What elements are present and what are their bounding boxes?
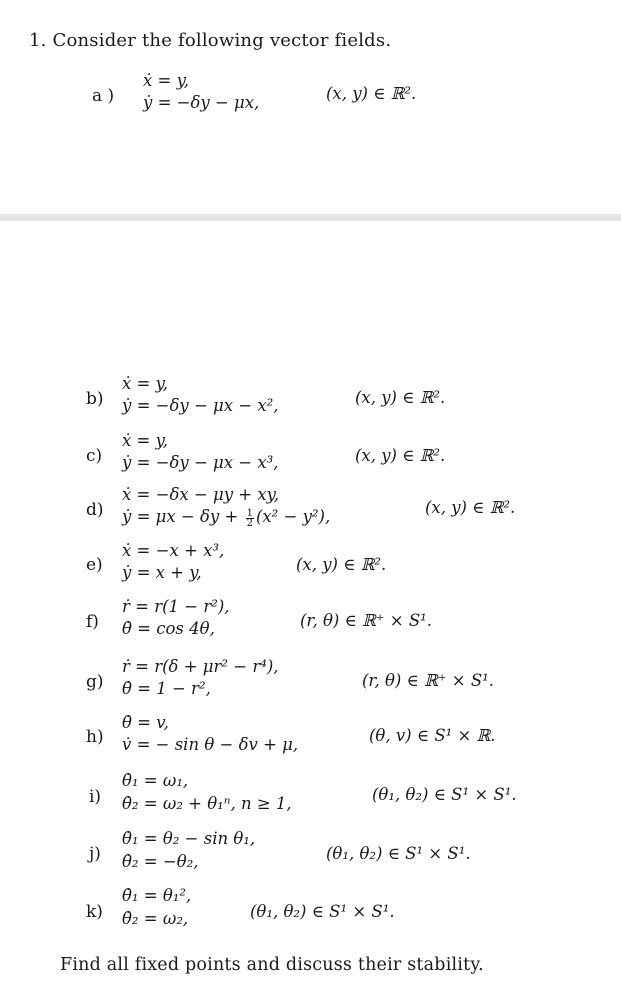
equation-line-2: θ̇ = 1 − r²,	[122, 679, 211, 698]
equation-line-2: θ̇₂ = ω₂,	[122, 909, 189, 928]
equation-line-2: v̇ = − sin θ − δv + μ,	[122, 735, 299, 754]
item-label: a )	[92, 86, 115, 106]
item-label: i)	[89, 787, 102, 807]
equation-line-1: ẋ = −δx − μy + xy,	[122, 485, 280, 504]
equation-line-1: ẋ = y,	[122, 374, 168, 393]
domain: (θ₁, θ₂) ∈ S¹ × S¹.	[326, 844, 471, 863]
equation-line-2: θ̇₂ = −θ₂,	[122, 852, 199, 871]
equation-line-1: θ̇₁ = θ₂ − sin θ₁,	[122, 829, 256, 848]
fraction-one-half	[246, 509, 254, 528]
item-label: e)	[86, 555, 103, 575]
instruction-footer: Find all fixed points and discuss their stability.	[60, 955, 484, 975]
fraction-denominator: 2	[246, 517, 253, 529]
item-label: b)	[86, 389, 104, 409]
item-label: k)	[86, 902, 103, 922]
equation-line-1: θ̇₁ = θ₁²,	[122, 886, 192, 905]
equation-line-2: ẏ = x + y,	[122, 563, 202, 582]
domain: (x, y) ∈ ℝ².	[425, 498, 516, 517]
equation-line-1: θ̇ = v,	[122, 713, 169, 732]
domain: (x, y) ∈ ℝ².	[355, 388, 446, 407]
domain: (r, θ) ∈ ℝ⁺ × S¹.	[362, 671, 494, 690]
equation-line-2: ẏ = −δy − μx − x³,	[122, 453, 279, 472]
equation-line-1: ṙ = r(δ + μr² − r⁴),	[122, 657, 279, 676]
equation-line-2: ẏ = −δy − μx,	[143, 93, 260, 112]
fraction-numerator: 1	[246, 507, 253, 519]
equation-part: ẏ = μx − δy +	[122, 507, 244, 526]
item-label: j)	[89, 844, 101, 864]
item-label: d)	[86, 500, 104, 520]
equation-line-1: ṙ = r(1 − r²),	[122, 597, 230, 616]
equation-line-2: ẏ = −δy − μx − x²,	[122, 396, 279, 415]
problem-heading: 1. Consider the following vector fields.	[29, 30, 392, 51]
equation-line-2: θ̇₂ = ω₂ + θ₁ⁿ, n ≥ 1,	[122, 794, 292, 813]
equation-line-2	[122, 506, 330, 528]
domain: (x, y) ∈ ℝ².	[355, 446, 446, 465]
domain: (x, y) ∈ ℝ².	[326, 84, 417, 103]
item-label: f)	[86, 612, 99, 632]
domain: (θ₁, θ₂) ∈ S¹ × S¹.	[372, 785, 517, 804]
domain: (θ, v) ∈ S¹ × ℝ.	[369, 726, 496, 745]
equation-line-1: ẋ = −x + x³,	[122, 541, 225, 560]
item-label: h)	[86, 727, 104, 747]
equation-line-1: ẋ = y,	[122, 431, 168, 450]
domain: (r, θ) ∈ ℝ⁺ × S¹.	[300, 611, 432, 630]
domain: (x, y) ∈ ℝ².	[296, 555, 387, 574]
domain: (θ₁, θ₂) ∈ S¹ × S¹.	[250, 902, 395, 921]
equation-line-1: θ̇₁ = ω₁,	[122, 771, 189, 790]
equation-part: (x² − y²),	[255, 507, 331, 526]
item-label: g)	[86, 672, 104, 692]
equation-line-1: ẋ = y,	[143, 71, 189, 90]
equation-line-2: θ̇ = cos 4θ,	[122, 619, 215, 638]
item-label: c)	[86, 446, 103, 466]
page-divider	[0, 214, 621, 221]
